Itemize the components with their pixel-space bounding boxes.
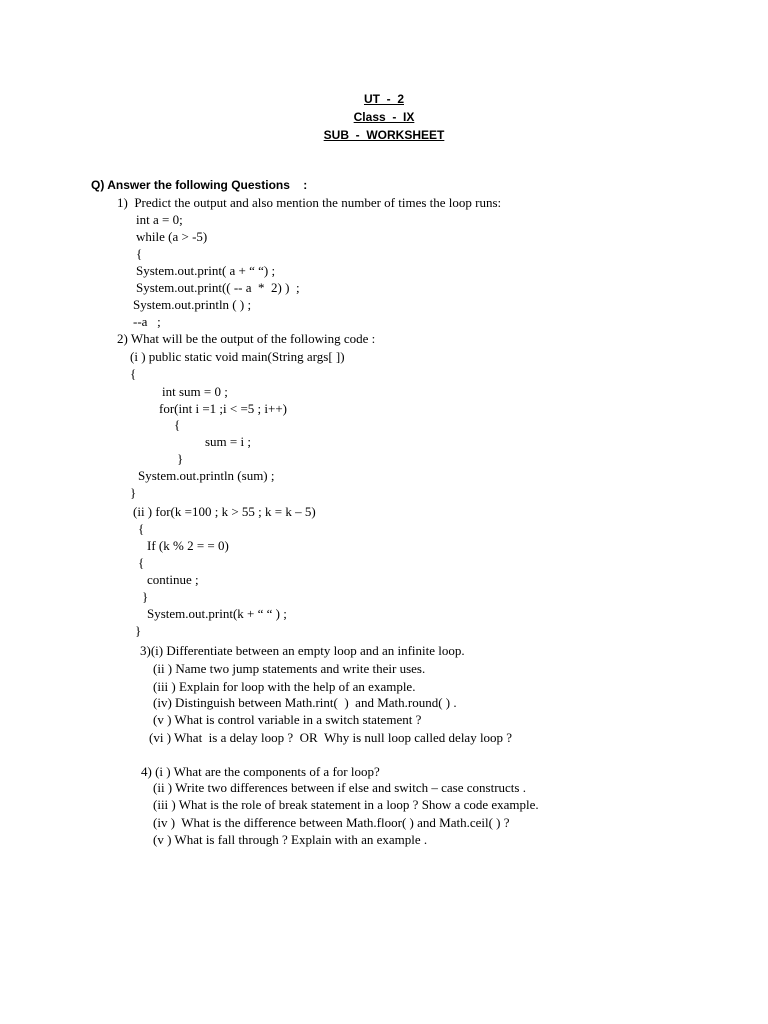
test-title: UT - 2 (363, 92, 404, 106)
q3-line: (ii ) Name two jump statements and write their uses. (153, 661, 426, 676)
question-heading: Q) Answer the following Questions : (91, 178, 308, 192)
q2-part2-line: (ii ) for(k =100 ; k > 55 ; k = k – 5) (133, 504, 316, 519)
q3-line: (vi ) What is a delay loop ? OR Why is null loop called delay loop ? (149, 730, 513, 745)
q1-code-line: System.out.println ( ) ; (133, 297, 252, 312)
q1-code-line: System.out.print(( -- a * 2) ) ; (136, 280, 300, 295)
class-label: Class - IX (353, 110, 415, 124)
q2-part2-line: System.out.print(k + “ “ ) ; (147, 606, 287, 621)
subject-label: SUB - WORKSHEET (323, 128, 445, 142)
q2-part1-line: int sum = 0 ; (162, 384, 228, 399)
q1-stem: 1) Predict the output and also mention the number of times the loop runs: (117, 195, 502, 210)
q4-line: (v ) What is fall through ? Explain with an example . (153, 832, 428, 847)
q4-line: 4) (i ) What are the components of a for loop? (141, 764, 380, 779)
q4-line: (iv ) What is the difference between Math.floor( ) and Math.ceil( ) ? (153, 815, 510, 830)
q2-part2-line: } (142, 589, 149, 604)
q2-part2-line: } (135, 623, 142, 638)
q2-part1-line: } (177, 451, 184, 466)
q1-code-line: System.out.print( a + “ “) ; (136, 263, 276, 278)
q2-part1-line: for(int i =1 ;i < =5 ; i++) (159, 401, 288, 416)
q4-line: (iii ) What is the role of break statement in a loop ? Show a code example. (153, 797, 539, 812)
q2-part1-line: System.out.println (sum) ; (138, 468, 275, 483)
q2-stem: 2) What will be the output of the following code : (117, 331, 376, 346)
q2-part1-line: { (174, 417, 181, 432)
q1-code-line: int a = 0; (136, 212, 183, 227)
q2-part2-line: { (138, 555, 145, 570)
q1-code-line: --a ; (133, 314, 161, 329)
q3-line: (v ) What is control variable in a switch statement ? (153, 712, 422, 727)
q2-part1-line: (i ) public static void main(String args[ ]) (130, 349, 345, 364)
q3-line: (iii ) Explain for loop with the help of an example. (153, 679, 416, 694)
q4-line: (ii ) Write two differences between if else and switch – case constructs . (153, 780, 526, 795)
q1-code-line: while (a > -5) (136, 229, 208, 244)
q2-part2-line: { (138, 521, 145, 536)
q2-part2-line: If (k % 2 = = 0) (147, 538, 229, 553)
q2-part2-line: continue ; (147, 572, 199, 587)
q2-part1-line: } (130, 485, 137, 500)
q2-part1-line: sum = i ; (205, 434, 251, 449)
q3-line: (iv) Distinguish between Math.rint( ) and Math.round( ) . (153, 695, 457, 710)
q1-code-line: { (136, 246, 143, 261)
q3-line: 3)(i) Differentiate between an empty loop and an infinite loop. (140, 643, 465, 658)
q2-part1-line: { (130, 366, 137, 381)
